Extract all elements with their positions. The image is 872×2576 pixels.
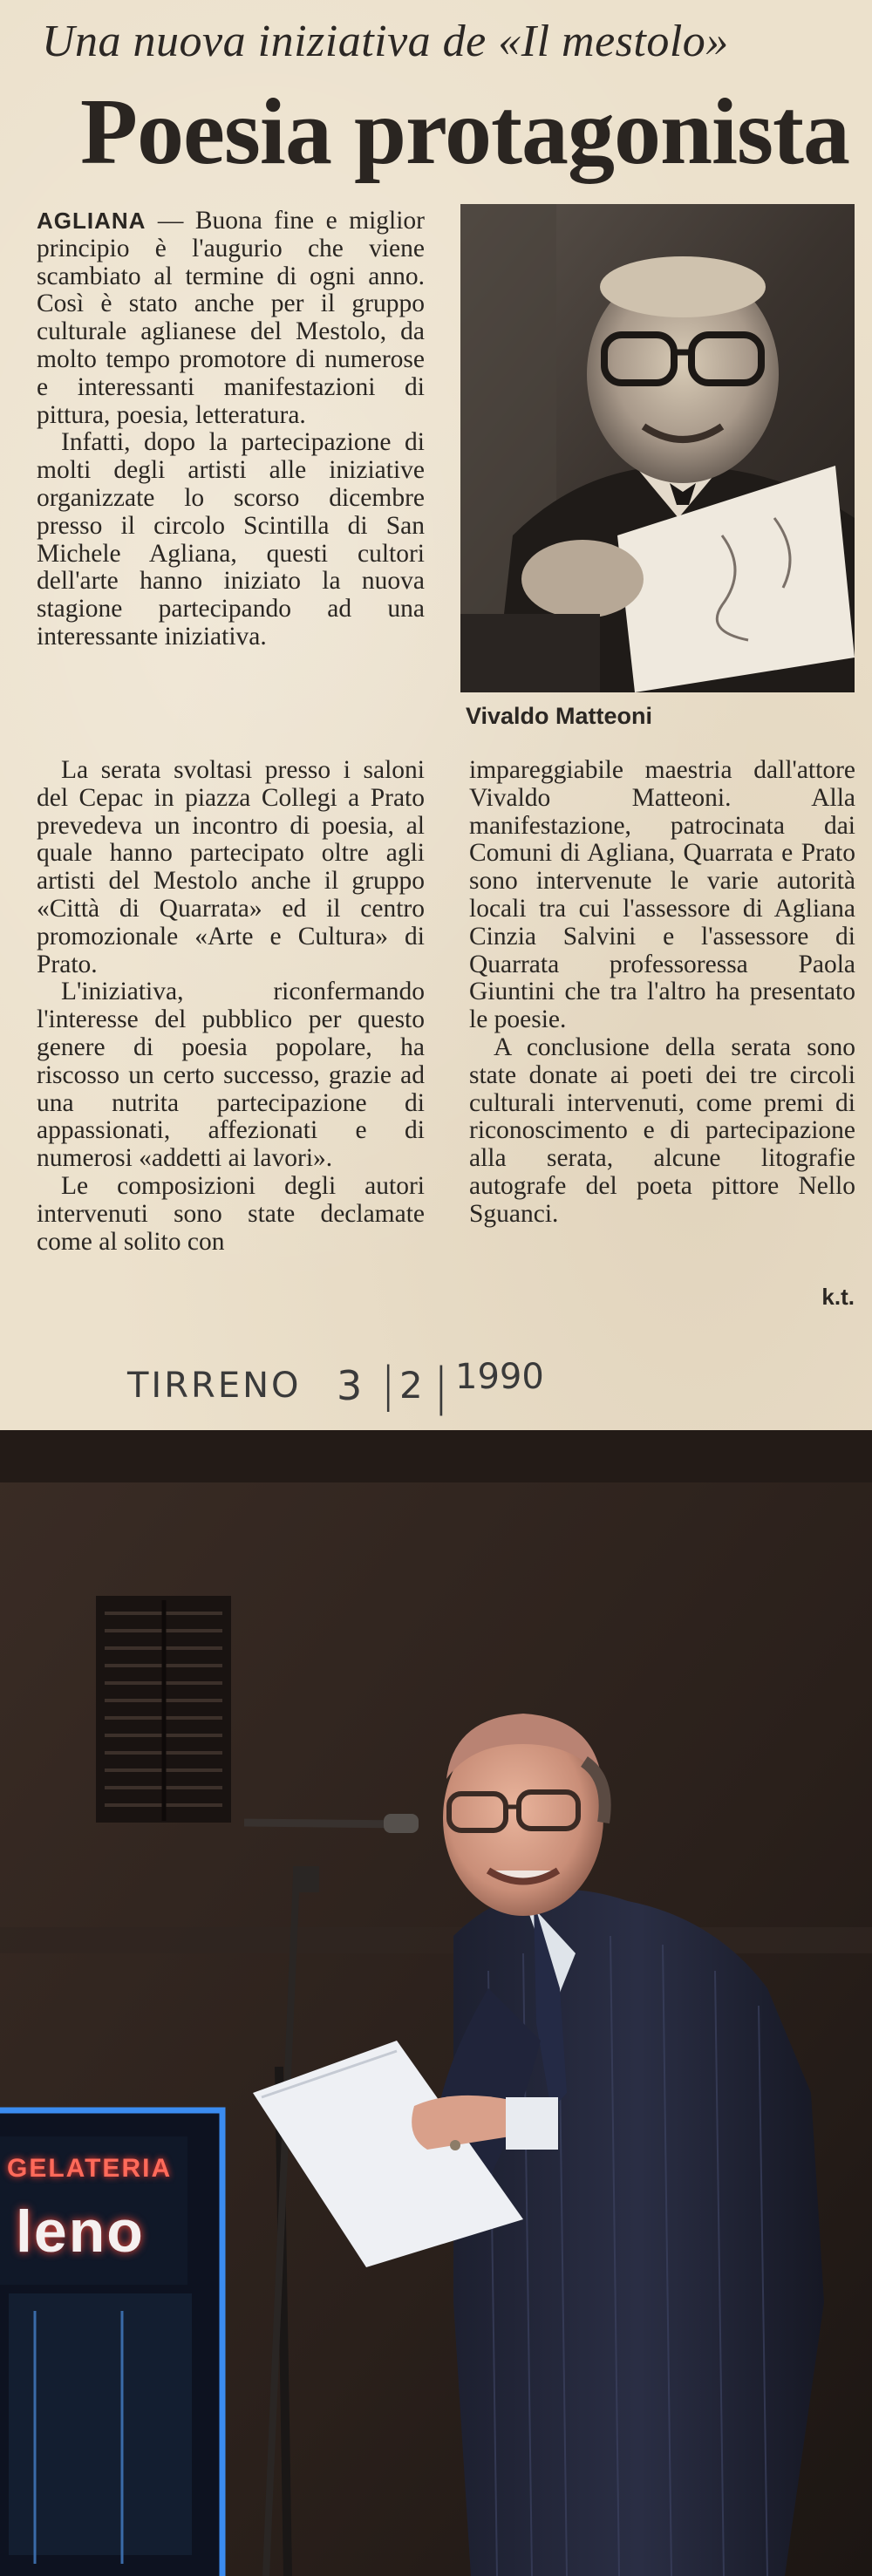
event-photograph [0,1430,872,2576]
handwritten-date-note [127,1357,581,1427]
article-column-2 [37,757,425,1256]
article-dateline: AGLIANA [37,208,146,234]
article-paragraph: La serata svoltasi presso i saloni del Cepac in piazza Collegi a Prato prevedeva un incontro di poesia, al quale hanno partecipato oltre agli artisti del Mestolo anche il gruppo «Città di Quarrata» ed il centro promozionale «Arte e Cultura» di Prato. [37,756,425,978]
article-paragraph: — Buona fine e miglior principio è l'augurio che viene scambiato al termine di ogni anno. Così è stato anche per il gruppo culturale aglianese del Mestolo, da molto tempo promotore di numerose e interessanti manifestazioni di pittura, poesia, letteratura. [37,207,425,429]
author-signature: k.t. [821,1284,855,1310]
article-paragraph: impareggiabile maestria dall'attore Vivaldo Matteoni. Alla manifestazione, patrocinata dai Comuni di Agliana, Quarrata e Prato sono intervenute le varie autorità locali tra cui l'assessore di Agliana Cinzia Salvini e l'assessore di Quarrata professoressa Paola Giuntini che tra l'altro ha presentato le poesie. [469,756,855,1034]
handwritten-year: 1990 [455,1357,544,1397]
portrait-photo [460,204,855,692]
neon-sign-top: GELATERIA [7,2154,173,2183]
handwritten-separator: | [433,1357,450,1416]
handwritten-separator: | [380,1357,397,1412]
photo-caption: Vivaldo Matteoni [466,703,653,729]
article-paragraph: L'iniziativa, riconfermando l'interesse del pubblico per questo genere di poesia popolare, ha riscosso un certo successo, grazie ad una nutrita partecipazione di appassionati, affezionati e di numerosi «addetti ai lavori». [37,978,425,1173]
article-paragraph: Infatti, dopo la partecipazione di molti degli artisti alle iniziative organizzate lo scorso dicembre presso il circolo Scintilla di San Michele Agliana, questi cultori dell'arte hanno iniziato la nuova stagione partecipando ad una interessante iniziativa. [37,428,425,651]
article-paragraph: A conclusione della serata sono state donate ai poeti dei tre circoli culturali intervenuti, come premi di riconoscimento e di partecipazione alla serata, alcune litografie autografe del poeta pittore Nello Sguanci. [469,1032,855,1228]
article-column-3 [469,757,855,1229]
handwritten-day: 3 [337,1362,363,1409]
article-paragraph: Le composizioni degli autori intervenuti sono state declamate come al solito con [37,1171,425,1256]
handwritten-month: 2 [399,1364,423,1407]
article-column-1 [37,208,425,651]
article-headline: Poesia protagonista [80,80,850,184]
article-kicker: Una nuova iniziativa de «Il mestolo» [42,17,729,66]
neon-sign-bottom: leno [16,2198,145,2265]
handwritten-paper-name: TIRRENO [127,1366,302,1406]
